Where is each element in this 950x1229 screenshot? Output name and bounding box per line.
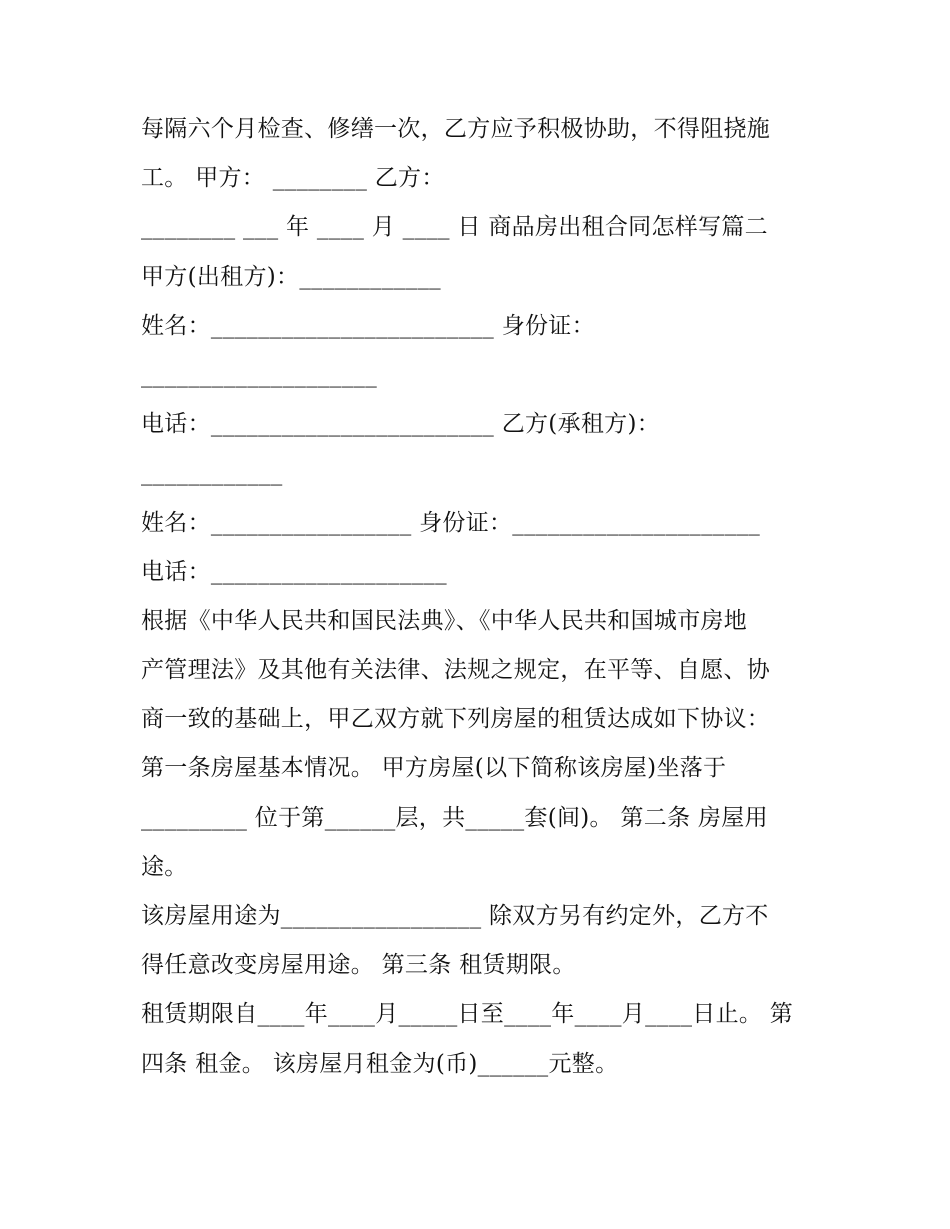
text-line: 该房屋用途为_________________ 除双方另有约定外，乙方不 [141,903,769,929]
text-line: 甲方(出租方)：____________ [141,263,441,290]
text-line: ____________ [141,460,283,487]
text-line: 电话：________________________ 乙方(承租方)： [141,411,661,438]
text-line: 商一致的基础上，甲乙双方就下列房屋的租赁达成如下协议： [141,706,771,733]
text-line: 姓名：_________________ 身份证：_____________________ [141,509,761,536]
text-line: ________ ___ 年 ____ 月 ____ 日 商品房出租合同怎样写篇二 [141,214,768,241]
document-body [141,105,821,1089]
text-line: 根据《中华人民共和国民法典》、《中华人民共和国城市房地 [141,607,748,634]
text-line: 产管理法》及其他有关法律、法规之规定，在平等、自愿、协 [141,657,771,684]
text-line: 租赁期限自____年____月_____日至____年____月____日止。 第 [141,1001,794,1028]
text-line: 姓名：________________________ 身份证： [141,312,595,339]
text-line: 第一条房屋基本情况。 甲方房屋(以下简称该房屋)坐落于 [141,755,727,782]
text-line: 每隔六个月检查、修缮一次，乙方应予积极协助，不得阻挠施 [141,116,771,142]
text-line: _________ 位于第______层，共_____套(间)。 第二条 房屋用 [141,804,768,831]
text-line: ____________________ [141,361,377,388]
text-line: 工。 甲方： ________ 乙方： [141,165,445,192]
text-line: 得任意改变房屋用途。 第三条 租赁期限。 [141,952,576,979]
text-line: 四条 租金。 该房屋月租金为(币)______元整。 [141,1050,619,1077]
text-line: 途。 [141,853,188,880]
text-line: 电话：____________________ [141,558,447,585]
